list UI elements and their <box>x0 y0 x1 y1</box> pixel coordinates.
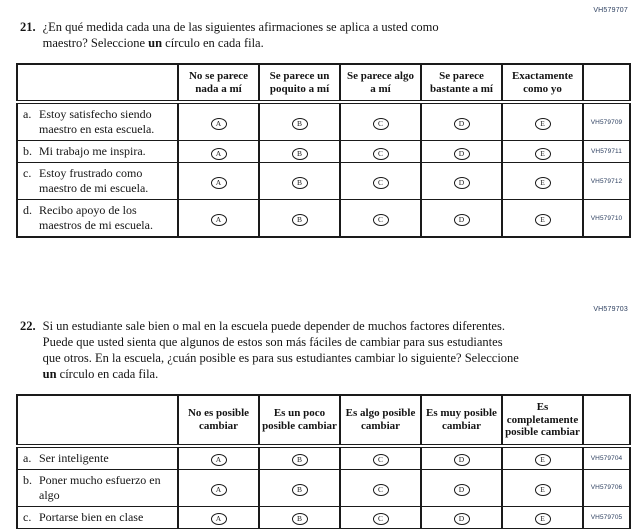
item-code: VH579709 <box>583 102 630 141</box>
answer-bubble-c[interactable]: C <box>373 454 389 466</box>
answer-bubble-a[interactable]: A <box>211 214 227 226</box>
option-cell <box>340 141 421 163</box>
column-header: Es muy posible cambiar <box>421 395 502 446</box>
row-statement-text: Mi trabajo me inspira. <box>39 144 146 159</box>
answer-bubble-c[interactable]: C <box>373 177 389 189</box>
row-letter: d. <box>23 203 32 218</box>
answer-bubble-d[interactable]: D <box>454 118 470 130</box>
option-cell <box>178 141 259 163</box>
answer-bubble-a[interactable]: A <box>211 118 227 130</box>
answer-bubble-c[interactable]: C <box>373 513 389 525</box>
option-cell <box>421 200 502 238</box>
answer-bubble-d[interactable]: D <box>454 454 470 466</box>
corner-cell <box>17 395 178 446</box>
code-column-header <box>583 395 630 446</box>
option-cell <box>502 141 583 163</box>
question-22-number: 22. <box>20 319 36 333</box>
table-row <box>17 200 630 238</box>
row-statement-text: Ser inteligente <box>39 450 109 465</box>
row-letter: b. <box>23 144 32 159</box>
answer-bubble-e[interactable]: E <box>535 118 551 130</box>
table-row <box>17 506 630 529</box>
question-21-text: ¿En qué medida cada una de las siguientes afirmaciones se aplica a usted como maestro? Seleccione un círculo en cada fila. <box>42 20 439 50</box>
option-cell <box>178 506 259 529</box>
table-row <box>17 163 630 200</box>
answer-bubble-a[interactable]: A <box>211 148 227 160</box>
answer-bubble-c[interactable]: C <box>373 118 389 130</box>
answer-bubble-e[interactable]: E <box>535 214 551 226</box>
option-cell <box>502 469 583 506</box>
statement-cell <box>17 200 178 238</box>
statement-cell <box>17 102 178 141</box>
option-cell <box>259 506 340 529</box>
answer-bubble-d[interactable]: D <box>454 177 470 189</box>
option-cell <box>421 469 502 506</box>
column-header: Se parece bastante a mí <box>421 64 502 102</box>
statement-cell <box>17 163 178 200</box>
answer-bubble-a[interactable]: A <box>211 513 227 525</box>
option-cell <box>502 102 583 141</box>
row-statement-text: Estoy satisfecho siendo maestro en esta escuela. <box>39 107 155 137</box>
row-statement-text: Recibo apoyo de los maestros de mi escuela. <box>39 203 153 233</box>
answer-bubble-b[interactable]: B <box>292 118 308 130</box>
row-statement-text: Poner mucho esfuerzo en algo <box>39 472 161 502</box>
option-cell <box>178 163 259 200</box>
answer-bubble-b[interactable]: B <box>292 177 308 189</box>
option-cell <box>421 446 502 470</box>
answer-bubble-a[interactable]: A <box>211 177 227 189</box>
statement-cell <box>17 141 178 163</box>
column-header: Es algo posible cambiar <box>340 395 421 446</box>
accession-code-q21: VH579707 <box>593 7 628 14</box>
column-header: Se parece algo a mí <box>340 64 421 102</box>
option-cell <box>340 446 421 470</box>
item-code: VH579704 <box>583 446 630 470</box>
row-statement-text: Portarse bien en clase <box>39 509 144 524</box>
answer-bubble-e[interactable]: E <box>535 513 551 525</box>
option-cell <box>421 506 502 529</box>
header-row <box>17 64 630 102</box>
option-cell <box>259 141 340 163</box>
answer-bubble-d[interactable]: D <box>454 513 470 525</box>
option-cell <box>178 469 259 506</box>
option-cell <box>502 446 583 470</box>
header-row <box>17 395 630 446</box>
column-header: Es un poco posible cambiar <box>259 395 340 446</box>
answer-bubble-e[interactable]: E <box>535 148 551 160</box>
question-22 <box>20 318 525 382</box>
option-cell <box>421 141 502 163</box>
answer-bubble-c[interactable]: C <box>373 484 389 496</box>
column-header: Es completamente posible cambiar <box>502 395 583 446</box>
column-header: No se parece nada a mí <box>178 64 259 102</box>
code-column-header <box>583 64 630 102</box>
column-header: Se parece un poquito a mí <box>259 64 340 102</box>
answer-bubble-c[interactable]: C <box>373 148 389 160</box>
item-code: VH579705 <box>583 506 630 529</box>
option-cell <box>178 200 259 238</box>
response-matrix-q22 <box>16 394 631 529</box>
option-cell <box>421 102 502 141</box>
option-cell <box>259 102 340 141</box>
statement-cell <box>17 506 178 529</box>
option-cell <box>259 469 340 506</box>
row-letter: b. <box>23 472 32 487</box>
answer-bubble-e[interactable]: E <box>535 454 551 466</box>
option-cell <box>178 446 259 470</box>
answer-bubble-b[interactable]: B <box>292 148 308 160</box>
option-cell <box>340 163 421 200</box>
statement-cell <box>17 469 178 506</box>
question-21 <box>20 19 470 51</box>
answer-bubble-b[interactable]: B <box>292 214 308 226</box>
question-22-text: Si un estudiante sale bien o mal en la escuela puede depender de muchos factores diferentes. Puede que usted sienta que algunos de estos son más fáciles de cambiar para sus estudiantes que otros. En la escuela, ¿cuán posible es para sus estudiantes cambiar lo siguiente? Seleccione un círculo en cada fila. <box>42 319 519 381</box>
answer-bubble-e[interactable]: E <box>535 484 551 496</box>
table-row <box>17 102 630 141</box>
answer-bubble-d[interactable]: D <box>454 214 470 226</box>
item-code: VH579706 <box>583 469 630 506</box>
item-code: VH579711 <box>583 141 630 163</box>
row-letter: a. <box>23 450 32 465</box>
option-cell <box>421 163 502 200</box>
row-letter: c. <box>23 509 32 524</box>
answer-bubble-b[interactable]: B <box>292 484 308 496</box>
column-header: No es posible cambiar <box>178 395 259 446</box>
table-row <box>17 446 630 470</box>
option-cell <box>502 506 583 529</box>
option-cell <box>340 469 421 506</box>
option-cell <box>259 163 340 200</box>
answer-bubble-e[interactable]: E <box>535 177 551 189</box>
answer-bubble-b[interactable]: B <box>292 454 308 466</box>
table-row <box>17 469 630 506</box>
row-letter: a. <box>23 107 32 122</box>
answer-bubble-d[interactable]: D <box>454 148 470 160</box>
item-code: VH579710 <box>583 200 630 238</box>
question-21-number: 21. <box>20 20 36 34</box>
response-matrix-q21 <box>16 63 631 238</box>
option-cell <box>502 163 583 200</box>
row-letter: c. <box>23 166 32 181</box>
row-statement-text: Estoy frustrado como maestro de mi escuela. <box>39 166 149 196</box>
option-cell <box>340 102 421 141</box>
column-header: Exactamente como yo <box>502 64 583 102</box>
option-cell <box>259 446 340 470</box>
item-code: VH579712 <box>583 163 630 200</box>
table-row <box>17 141 630 163</box>
option-cell <box>340 200 421 238</box>
statement-cell <box>17 446 178 470</box>
option-cell <box>178 102 259 141</box>
answer-bubble-b[interactable]: B <box>292 513 308 525</box>
answer-bubble-d[interactable]: D <box>454 484 470 496</box>
option-cell <box>259 200 340 238</box>
option-cell <box>502 200 583 238</box>
accession-code-q22: VH579703 <box>593 306 628 313</box>
corner-cell <box>17 64 178 102</box>
option-cell <box>340 506 421 529</box>
answer-bubble-a[interactable]: A <box>211 454 227 466</box>
answer-bubble-a[interactable]: A <box>211 484 227 496</box>
answer-bubble-c[interactable]: C <box>373 214 389 226</box>
